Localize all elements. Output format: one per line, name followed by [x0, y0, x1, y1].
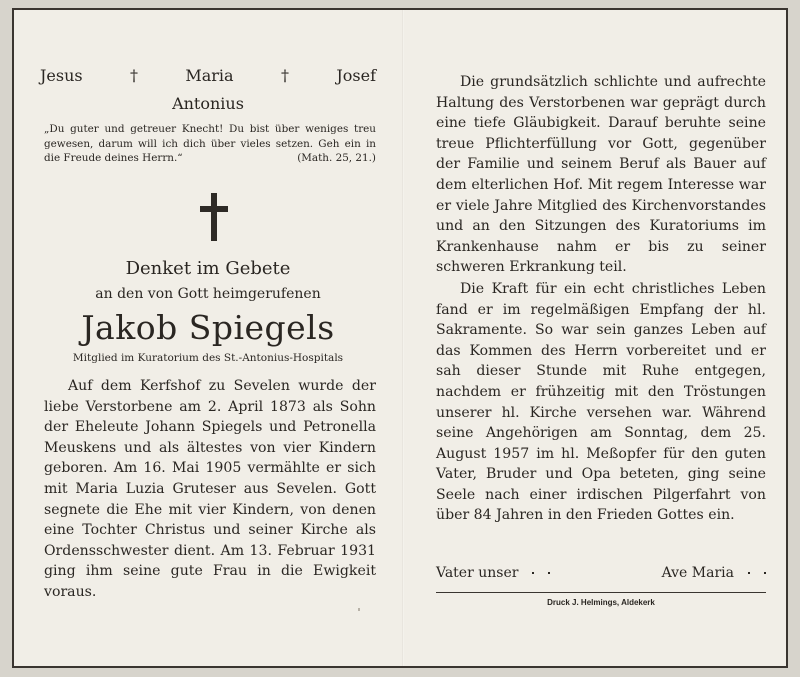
left-panel: [14, 10, 402, 666]
saint-jesus: Jesus: [40, 66, 83, 85]
biography-paragraph: Auf dem Kerfshof zu Sevelen wurde der liebe Verstorbene am 2. April 1873 als Sohn der Eheleute Johann Spiegels und Petronella Meuskens und als ältestes von vier Kindern geboren. Am 16. Mai 1905 vermählte er sich mit Maria Luzia Gruteser aus Sevelen. Gott segnete die Ehe mit vier Kindern, von denen eine Tochter Christus und seiner Kirche als Ordensschwester dient. Am 13. Februar 1931 ging ihm seine gute Frau in die Ewigkeit voraus.: [44, 378, 376, 600]
saint-maria: Maria: [185, 66, 234, 85]
biography-paragraph-1: Die grundsätzlich schlichte und aufrechte Haltung des Verstorbenen war geprägt durch eine tiefe Gläubigkeit. Darauf beruhte seine treue Pflichterfüllung vor Gott, gegenüber der Familie und seinem Beruf als Bauer auf dem elterlichen Hof. Mit regem Interesse war er viele Jahre Mitglied des Kirchenvorstandes und an den Sitzungen des Kuratoriums im Krankenhause nahm er bis zu seiner schweren Erkrankung teil.: [436, 74, 766, 276]
prayer-vater-unser: Vater unser: [436, 565, 550, 581]
prayer-subtitle: an den von Gott heimgerufenen: [95, 286, 321, 302]
printer-credit: Druck J. Helmings, Aldekerk: [547, 598, 655, 607]
quote-text: „Du guter und getreuer Knecht! Du bist über weniges treu gewesen, darum will ich dich über vieles setzen. Geh ein in die Freude deines Herrn.“: [44, 123, 376, 164]
right-panel: [404, 10, 788, 666]
saint-josef: Josef: [336, 66, 376, 85]
quote-reference: (Math. 25, 21.): [297, 152, 376, 164]
saint-antonius: Antonius: [172, 94, 244, 113]
deceased-role: Mitglied im Kuratorium des St.-Antonius-Hospitals: [72, 352, 344, 364]
biography-right: [436, 72, 766, 526]
latin-cross-icon: [200, 193, 228, 241]
memorial-card: [12, 8, 788, 668]
saints-line: [40, 66, 376, 85]
prayer-title: Denket im Gebete: [125, 258, 291, 279]
biography-left: [44, 376, 376, 603]
biography-paragraph-2: Die Kraft für ein echt christliches Leben fand er im regelmäßigen Empfang der hl. Sakramente. So war sein ganzes Leben auf das Kommen des Herrn vorbereitet und er sah dieser Stunde mit Ruhe entgegen, nachdem er frühzeitig mit den Tröstungen unserer hl. Kirche versehen war. Während seine Angehörigen am Sonntag, dem 25. August 1957 im hl. Meßopfer für den guten Vater, Bruder und Opa beteten, ging seine Seele nach einer irdischen Pilgerfahrt von über 84 Jahren in den Frieden Gottes ein.: [436, 280, 766, 524]
prayer-ave-maria: Ave Maria: [662, 565, 766, 581]
bible-quote: [44, 122, 376, 166]
divider-line: [436, 592, 766, 593]
closing-prayers: [436, 565, 766, 581]
paper-speck: [358, 608, 360, 611]
deceased-name: Jakob Spiegels: [81, 308, 335, 347]
dagger-1: †: [129, 66, 138, 85]
dagger-2: †: [280, 66, 289, 85]
